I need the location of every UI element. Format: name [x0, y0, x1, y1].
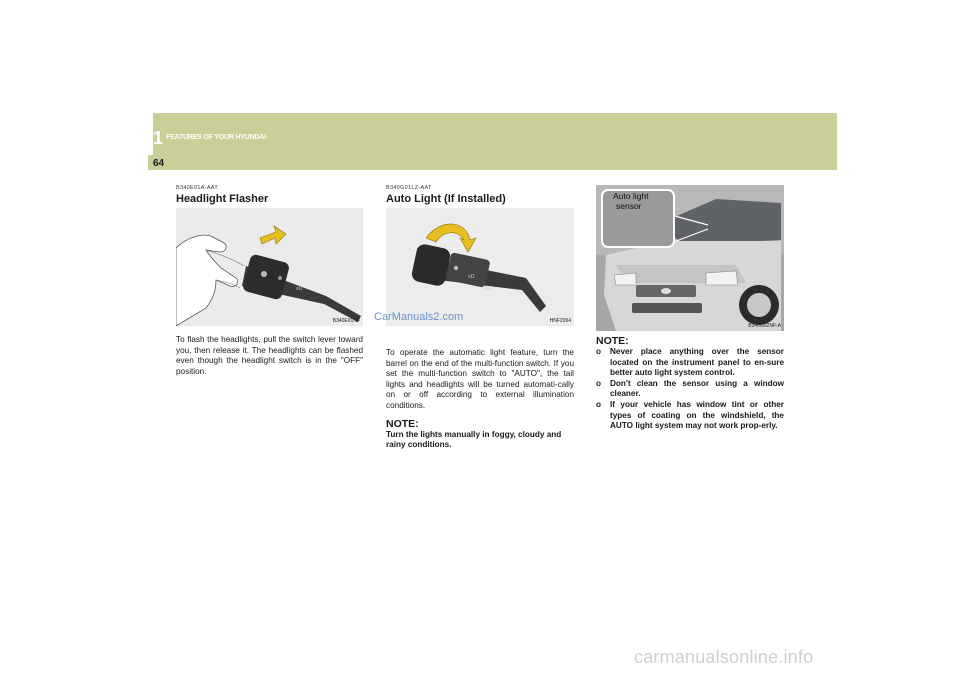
- note-bullet: o Never place anything over the sensor located on the instrument panel to en-sure better auto light system control.: [596, 347, 784, 378]
- svg-text:≡D: ≡D: [296, 286, 303, 292]
- note-bullet-text: Never place anything over the sensor located on the instrument panel to en-sure better auto light system control.: [610, 347, 784, 378]
- headlight-flasher-section: [176, 185, 363, 377]
- svg-text:≡D: ≡D: [468, 274, 475, 280]
- note-heading: NOTE:: [386, 417, 419, 430]
- carmanualsonline-watermark[interactable]: carmanualsonline.info: [634, 647, 814, 667]
- section-heading: Headlight Flasher: [176, 193, 269, 205]
- note-heading: NOTE:: [596, 335, 629, 347]
- note-text: Turn the lights manually in foggy, cloudy and rainy conditions.: [386, 429, 562, 450]
- body-text: To flash the headlights, pull the switch lever toward you, then release it. The headlights can be flashed even though the headlight switch is in the "OFF" position.: [176, 335, 363, 376]
- multi-function-switch-illustration: [386, 208, 574, 326]
- chapter-title: FEATURES OF YOUR HYUNDAI: [166, 134, 266, 141]
- callout-line: sensor: [616, 201, 642, 211]
- note-bullet-text: Don't clean the sensor using a window cleaner.: [610, 378, 784, 399]
- section-code: B340E01A-AAT: [176, 185, 219, 191]
- figure-code: B340E01NF: [332, 318, 360, 324]
- carmanuals2-watermark[interactable]: CarManuals2.com: [374, 311, 464, 323]
- figure-code: HNF2094: [549, 318, 571, 324]
- callout-line: Auto light: [613, 191, 649, 201]
- chapter-number: 1: [153, 128, 164, 148]
- auto-light-switch-figure: [386, 208, 574, 326]
- svg-text:OFF: OFF: [482, 286, 492, 292]
- note-bullet-text: If your vehicle has window tint or other types of coating on the windshield, the AUTO light system may not work prop-erly.: [610, 399, 784, 431]
- body-text: To operate the automatic light feature, turn the barrel on the end of the multi-function switch. If you set the multi-function switch to "AUTO", the tail lights and headlights will be turned automati-cally on or off according to external illumination conditions.: [386, 348, 574, 410]
- headlight-flasher-figure: [176, 208, 363, 326]
- hand-pulling-lever-illustration: [176, 208, 363, 326]
- note-bullet: o If your vehicle has window tint or other types of coating on the windshield, the AUTO light system may not work prop-erly.: [596, 399, 784, 431]
- sensor-callout-label: [613, 191, 648, 211]
- page-number: 64: [153, 158, 165, 169]
- chapter-header-band: [153, 113, 837, 170]
- figure-code: B340G02NF-A: [748, 323, 781, 329]
- note-bullet: o Don't clean the sensor using a window cleaner.: [596, 378, 784, 399]
- section-code: B340G01LZ-AAT: [386, 185, 432, 191]
- section-heading: Auto Light (If Installed): [386, 193, 506, 205]
